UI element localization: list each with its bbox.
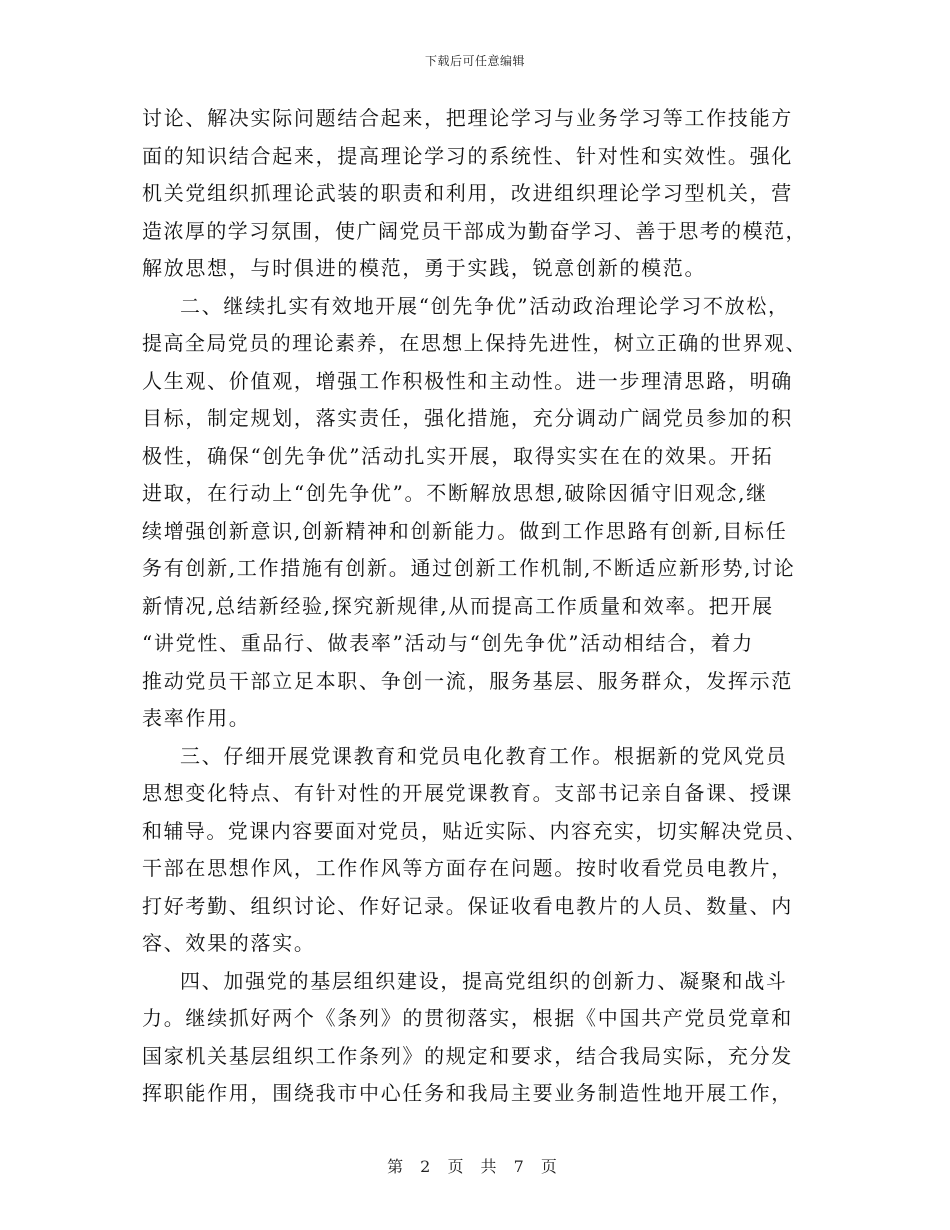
paragraph-2-start: 二、继续扎实有效地开展“创先争优”活动政治理论学习不放松， <box>180 293 790 318</box>
text-line: 和辅导。党课内容要面对党员，贴近实际、内容充实，切实解决党员、 <box>142 818 807 843</box>
text-line: 进取，在行动上“创先争优”。不断解放思想,破除因循守旧观念,继 <box>142 481 768 505</box>
text-line: 讨论、解决实际问题结合起来，把理论学习与业务学习等工作技能方 <box>142 106 793 130</box>
page-number-footer: 第 2 页 共 7 页 <box>387 1157 563 1176</box>
text-line: 打好考勤、组织讨论、作好记录。保证收看电教片的人员、数量、内 <box>142 893 793 918</box>
paragraph-3-start: 三、仔细开展党课教育和党员电化教育工作。根据新的党风党员 <box>180 743 788 768</box>
text-line: 提高全局党员的理论素养，在思想上保持先进性，树立正确的世界观、 <box>142 331 807 355</box>
document-body <box>142 100 808 1113</box>
text-line: “讲党性、重品行、做表率”活动与“创先争优”活动相结合，着力 <box>142 631 754 655</box>
text-line: 机关党组织抓理论武装的职责和利用，改进组织理论学习型机关，营 <box>142 181 793 205</box>
text-line: 容、效果的落实。 <box>142 931 316 955</box>
text-line: 造浓厚的学习氛围，使广阔党员干部成为勤奋学习、善于思考的模范， <box>142 218 807 243</box>
text-line: 挥职能作用，围绕我市中心任务和我局主要业务制造性地开展工作， <box>142 1081 793 1105</box>
page-header-note: 下载后可任意编辑 <box>424 54 525 68</box>
text-line: 目标，制定规划，落实责任，强化措施，充分调动广阔党员参加的积 <box>142 406 793 430</box>
text-line: 极性，确保“创先争优”活动扎实开展，取得实实在在的效果。开拓 <box>142 443 774 468</box>
text-line: 续增强创新意识,创新精神和创新能力。做到工作思路有创新,目标任 <box>142 518 788 543</box>
paragraph-4-start: 四、加强党的基层组织建设，提高党组织的创新力、凝聚和战斗 <box>180 968 788 993</box>
text-line: 面的知识结合起来，提高理论学习的系统性、针对性和实效性。强化 <box>142 143 793 168</box>
text-line: 表率作用。 <box>142 706 251 730</box>
text-line: 力。继续抓好两个《条列》的贯彻落实，根据《中国共产党员党章和 <box>142 1006 793 1030</box>
text-line: 务有创新,工作措施有创新。通过创新工作机制,不断适应新形势,讨论 <box>142 556 796 580</box>
text-line: 国家机关基层组织工作条列》的规定和要求，结合我局实际，充分发 <box>142 1043 793 1068</box>
text-line: 干部在思想作风，工作作风等方面存在问题。按时收看党员电教片， <box>142 856 793 880</box>
text-line: 推动党员干部立足本职、争创一流，服务基层、服务群众，发挥示范 <box>142 668 793 693</box>
text-line: 解放思想，与时俱进的模范，勇于实践，锐意创新的模范。 <box>142 256 707 280</box>
text-line: 新情况,总结新经验,探究新规律,从而提高工作质量和效率。把开展 <box>142 593 774 618</box>
text-line: 思想变化特点、有针对性的开展党课教育。支部书记亲自备课、授课 <box>142 781 793 805</box>
text-line: 人生观、价值观，增强工作积极性和主动性。进一步理清思路，明确 <box>142 368 793 393</box>
